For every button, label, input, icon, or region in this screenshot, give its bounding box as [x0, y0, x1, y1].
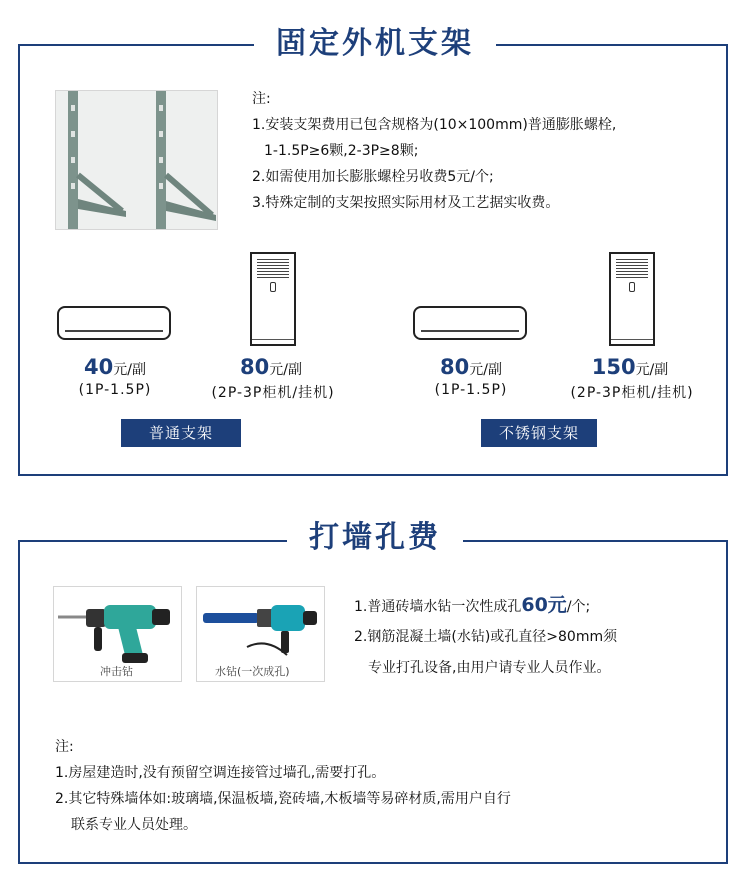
note-line: 1.房屋建造时,没有预留空调连接管过墙孔,需要打孔。: [55, 765, 386, 781]
spec-standard-small: (1P-1.5P): [78, 382, 152, 398]
impact-drill-photo: [53, 586, 182, 682]
caption-core-drill: 水钻(一次成孔): [215, 665, 290, 678]
tag-standard-bracket: 普通支架: [121, 419, 241, 447]
price-stainless-small: 80元/副: [440, 355, 502, 379]
section-title-wall-hole: 打墙孔费: [287, 518, 463, 558]
note-line: 3.特殊定制的支架按照实际用材及工艺据实收费。: [252, 195, 560, 211]
core-drill-photo: [196, 586, 325, 682]
drill-desc-line-3: 专业打孔设备,由用户请专业人员作业。: [368, 660, 611, 676]
note-line: 2.如需使用加长膨胀螺栓另收费5元/个;: [252, 169, 494, 185]
caption-impact-drill: 冲击钻: [100, 665, 133, 678]
bracket-photo-image: [56, 91, 218, 230]
wall-ac-icon: [57, 306, 171, 340]
drill-desc-line-2: 2.钢筋混凝土墙(水钻)或孔直径>80mm须: [354, 629, 618, 645]
spec-stainless-small: (1P-1.5P): [434, 382, 508, 398]
price-standard-small: 40元/副: [84, 355, 146, 379]
note-heading: 注:: [55, 739, 74, 755]
note-line: 联系专业人员处理。: [71, 817, 197, 833]
note-line: 1-1.5P≥6颗,2-3P≥8颗;: [264, 143, 419, 159]
note-line: 1.安装支架费用已包含规格为(10×100mm)普通膨胀螺栓,: [252, 117, 617, 133]
bracket-photo: [55, 90, 218, 230]
floor-ac-icon: [609, 252, 655, 346]
bracket-notes: [252, 86, 616, 216]
spec-stainless-large: (2P-3P柜机/挂机): [570, 385, 694, 401]
note-line: 2.其它特殊墙体如:玻璃墙,保温板墙,瓷砖墙,木板墙等易碎材质,需用户自行: [55, 791, 511, 807]
note-heading: 注:: [252, 91, 271, 107]
section-title-bracket: 固定外机支架: [254, 24, 496, 64]
wall-ac-icon: [413, 306, 527, 340]
price-standard-large: 80元/副: [240, 355, 302, 379]
drill-desc-line-1: 1.普通砖墙水钻一次性成孔60元/个;: [354, 594, 591, 616]
floor-ac-icon: [250, 252, 296, 346]
spec-standard-large: (2P-3P柜机/挂机): [211, 385, 335, 401]
wall-hole-notes: [55, 734, 511, 838]
price-stainless-large: 150元/副: [591, 355, 669, 379]
tag-stainless-bracket: 不锈钢支架: [481, 419, 597, 447]
